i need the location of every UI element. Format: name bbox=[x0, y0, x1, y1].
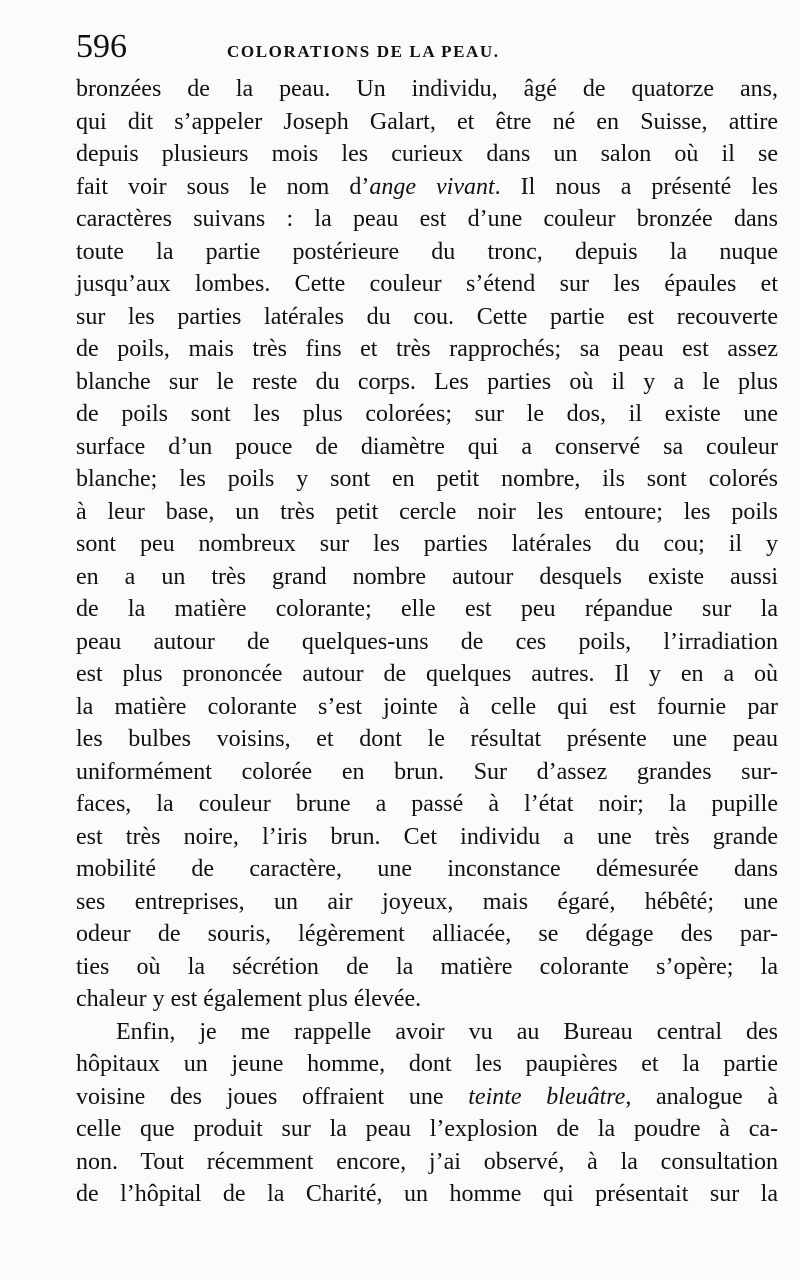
text-line: toute la partie postérieure du tronc, depuis la nuque bbox=[76, 238, 778, 265]
text-line: Enfin, je me rappelle avoir vu au Bureau central des bbox=[116, 1018, 778, 1045]
text-line: ses entreprises, un air joyeux, mais égaré, hébêté; une bbox=[76, 888, 778, 915]
italic-term-teinte-bleuatre: teinte bleuâtre bbox=[468, 1083, 626, 1110]
text-line: depuis plusieurs mois les curieux dans un salon où il se bbox=[76, 141, 778, 167]
text-line: de poils, mais très fins et très rapprochés; sa peau est assez bbox=[76, 336, 778, 362]
text-segment: fait voir sous le nom d’ bbox=[76, 173, 370, 200]
text-line: de la matière colorante; elle est peu répandue sur la bbox=[76, 596, 778, 622]
text-line bbox=[76, 171, 778, 204]
text-line: uniformément colorée en brun. Sur d’assez grandes sur- bbox=[76, 758, 778, 785]
page-number: 596 bbox=[76, 28, 127, 65]
paragraph-2 bbox=[76, 1016, 778, 1211]
text-line: mobilité de caractère, une inconstance démesurée dans bbox=[76, 856, 778, 882]
text-line bbox=[76, 1081, 778, 1114]
text-line: est plus prononcée autour de quelques autres. Il y en a où bbox=[76, 661, 778, 687]
text-segment: voisine des joues offraient une bbox=[76, 1083, 469, 1110]
paragraph-1 bbox=[76, 73, 778, 1016]
text-line: caractères suivans : la peau est d’une couleur bronzée dans bbox=[76, 206, 778, 232]
text-line: blanche sur le reste du corps. Les parties où il y a le plus bbox=[76, 368, 778, 395]
text-line: de poils sont les plus colorées; sur le dos, il existe une bbox=[76, 401, 778, 427]
page-header bbox=[76, 24, 770, 70]
text-line: hôpitaux un jeune homme, dont les paupières et la partie bbox=[76, 1051, 778, 1077]
text-line: surface d’un pouce de diamètre qui a conservé sa couleur bbox=[76, 433, 778, 460]
text-line: est très noire, l’iris brun. Cet individu a une très grande bbox=[76, 823, 778, 850]
text-line: odeur de souris, légèrement alliacée, se dégage des par- bbox=[76, 921, 778, 947]
text-line: faces, la couleur brune a passé à l’état noir; la pupille bbox=[76, 791, 778, 817]
text-line: qui dit s’appeler Joseph Galart, et être né en Suisse, attire bbox=[76, 108, 778, 135]
italic-term-ange-vivant: ange vivant bbox=[369, 173, 495, 200]
text-line: non. Tout récemment encore, j’ai observé, à la consultation bbox=[76, 1148, 778, 1175]
text-segment: . Il nous a présenté les bbox=[494, 173, 778, 200]
text-line: les bulbes voisins, et dont le résultat présente une peau bbox=[76, 726, 778, 752]
text-line: jusqu’aux lombes. Cette couleur s’étend sur les épaules et bbox=[76, 271, 778, 297]
text-line: sur les parties latérales du cou. Cette partie est recouverte bbox=[76, 303, 778, 330]
text-line: de l’hôpital de la Charité, un homme qui présentait sur la bbox=[76, 1181, 778, 1207]
running-head: COLORATIONS DE LA PEAU. bbox=[227, 42, 500, 61]
text-line: chaleur y est également plus élevée. bbox=[76, 986, 422, 1012]
body-text bbox=[76, 73, 778, 1211]
text-line: ties où la sécrétion de la matière colorante s’opère; la bbox=[76, 953, 778, 980]
text-line: à leur base, un très petit cercle noir les entoure; les poils bbox=[76, 498, 778, 525]
text-line: blanche; les poils y sont en petit nombre, ils sont colorés bbox=[76, 466, 778, 492]
text-line: sont peu nombreux sur les parties latérales du cou; il y bbox=[76, 531, 778, 557]
text-segment: , analogue à bbox=[625, 1083, 778, 1110]
text-line: la matière colorante s’est jointe à celle qui est fournie par bbox=[76, 693, 778, 720]
text-line: bronzées de la peau. Un individu, âgé de quatorze ans, bbox=[76, 76, 778, 102]
text-line: peau autour de quelques-uns de ces poils, l’irradiation bbox=[76, 628, 778, 655]
text-line: en a un très grand nombre autour desquels existe aussi bbox=[76, 563, 778, 590]
text-line: celle que produit sur la peau l’explosion de la poudre à ca- bbox=[76, 1116, 778, 1142]
